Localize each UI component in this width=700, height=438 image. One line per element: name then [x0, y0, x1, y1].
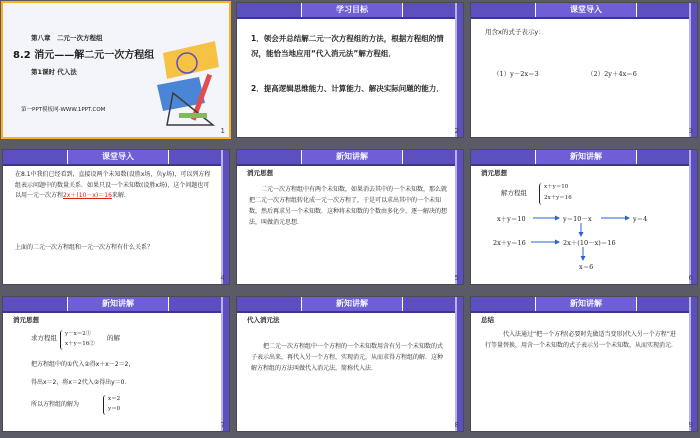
slide-thumbnail-2[interactable]	[236, 2, 464, 138]
slide-thumbnail-5[interactable]	[236, 149, 464, 285]
seek-label-end: 的解	[107, 334, 120, 342]
body-text: 代入法通过“把一个方程(必要时先做适当变形)代入另一个方程”进行等量替换，用含一个未知数的式子表示另一个未知数，从而实现消元．	[485, 331, 678, 349]
slide-thumbnail-4[interactable]	[2, 149, 230, 285]
slide-header-bar	[237, 150, 463, 166]
solve-label: 解方程组	[501, 189, 527, 197]
template-watermark: 第一PPT模板网-WWW.1PPT.COM	[21, 107, 106, 113]
system-eq-1: x＋y＝10	[544, 184, 569, 190]
slide-header-bar	[471, 297, 697, 313]
slide-number: 5	[454, 274, 459, 282]
section-label: 消元思想	[481, 169, 507, 177]
slide-header-title: 学习目标	[301, 3, 403, 17]
highlighted-equation: 2x＋(10－x)＝16	[63, 192, 112, 199]
prompt-text: 用含x的式子表示y：	[485, 28, 545, 36]
step-2: 得出x＝2，将x＝2代入②得出y＝0．	[31, 379, 131, 386]
stationery-illustration	[153, 33, 223, 129]
slide-header-bar	[3, 150, 229, 166]
slide-number: 4	[220, 274, 225, 282]
side-bar	[454, 297, 463, 431]
chapter-label: 第八章 二元一次方程组	[31, 34, 103, 42]
slide-header-title: 课堂导入	[67, 150, 169, 164]
presentation-title: 8.2 消元——解二元一次方程组	[13, 50, 155, 61]
result-y: y＝0	[108, 406, 121, 412]
system-eq-1: y－x＝2①	[65, 331, 92, 337]
slide-header-title: 新知讲解	[535, 297, 637, 311]
step-3: 所以方程组的解为	[31, 401, 80, 408]
slide-header-bar	[237, 3, 463, 19]
flow-arrows	[471, 150, 698, 285]
intro-text-end: 来解．	[111, 192, 130, 199]
side-bar	[454, 150, 463, 284]
slide-thumbnail-7[interactable]	[2, 296, 230, 432]
slide-number: 1	[220, 127, 225, 135]
slide-number: 8	[454, 421, 459, 429]
slide-thumbnail-6[interactable]	[470, 149, 698, 285]
result-x: x＝2	[108, 396, 121, 402]
slide-number: 6	[688, 274, 693, 282]
section-label: 总结	[481, 316, 494, 324]
side-bar	[688, 3, 697, 137]
flow-eq-b3: x＝6	[579, 263, 594, 271]
slide-header-title: 新知讲解	[67, 297, 169, 311]
slide-thumbnail-8[interactable]	[236, 296, 464, 432]
lesson-subtitle: 第1课时 代入法	[31, 68, 77, 76]
slide-thumbnail-9[interactable]	[470, 296, 698, 432]
seek-label: 求方程组	[31, 334, 57, 342]
objective-item-2: 2．提高逻辑思维能力、计算能力、解决实际问题的能力．	[251, 84, 444, 93]
slide-header-title: 新知讲解	[301, 297, 403, 311]
slide-thumbnail-3[interactable]	[470, 2, 698, 138]
slide-thumbnail-1[interactable]	[2, 2, 230, 138]
slide-header-bar	[471, 3, 697, 19]
section-label: 消元思想	[13, 316, 39, 324]
slide-header-title: 新知讲解	[301, 150, 403, 164]
step-1: 把方程组中的①代入②得x＋x－2＝2，	[31, 361, 135, 368]
flow-eq-a3: y＝4	[633, 215, 648, 223]
system-eq-2: x＋y＝16②	[65, 341, 95, 347]
body-text: 二元一次方程组中有两个未知数，如果消去其中的一个未知数，那么就把二元一次方程组转化成一元一次方程了，于是可以求出其中的一个未知数，然后再求另一个未知数．这种将未知数的个数由多化少、逐一解决的想法，叫做消元思想．	[249, 186, 448, 226]
intro-paragraph	[15, 170, 215, 202]
slide-number: 3	[688, 127, 693, 135]
flow-eq-a1: x＋y＝10	[497, 215, 526, 223]
slide-number: 9	[688, 421, 693, 429]
slide-number: 7	[220, 421, 225, 429]
slide-header-title: 课堂导入	[535, 3, 637, 17]
system-eq-2: 2x＋y＝16	[544, 195, 572, 201]
side-bar	[688, 297, 697, 431]
equation-2: （2）2y＋4x＝6	[587, 70, 637, 78]
slide-header-bar	[3, 297, 229, 313]
flow-eq-b1: 2x＋y＝16	[493, 239, 526, 247]
section-label: 消元思想	[247, 169, 273, 177]
intro-text: 在8.1中我们已经看到，直接设两个未知数(设胜x场，负y场)，可以列方程组表示问题中的数量关系．如果只设一个未知数(设胜x场)，这个问题也可以用一元一次方程	[15, 171, 211, 199]
slide-number: 2	[454, 127, 459, 135]
question-text: 上面的二元一次方程组和一元一次方程有什么关系？	[15, 244, 154, 251]
objective-item-1: 1．领会并总结解二元一次方程组的方法，根据方程组的情况，能恰当地应用“代入消元法”解方程组．	[251, 34, 444, 58]
body-text: 把二元一次方程组中一个方程的一个未知数用含有另一个未知数的式子表示出来，再代入另一个方程，实现消元，从而求得方程组的解．这种解方程组的方法叫做代入消元法，简称代入法．	[251, 343, 444, 372]
slide-header-bar	[237, 297, 463, 313]
side-bar	[220, 297, 229, 431]
equation-1: （1）y－2x＝3	[493, 70, 539, 78]
side-bar	[454, 3, 463, 137]
flow-eq-a2: y＝10－x	[563, 215, 592, 223]
slide-header-title: 新知讲解	[535, 150, 637, 164]
section-label: 代入消元法	[247, 316, 280, 324]
flow-eq-b2: 2x＋(10－x)＝16	[563, 239, 616, 247]
side-bar	[220, 150, 229, 284]
